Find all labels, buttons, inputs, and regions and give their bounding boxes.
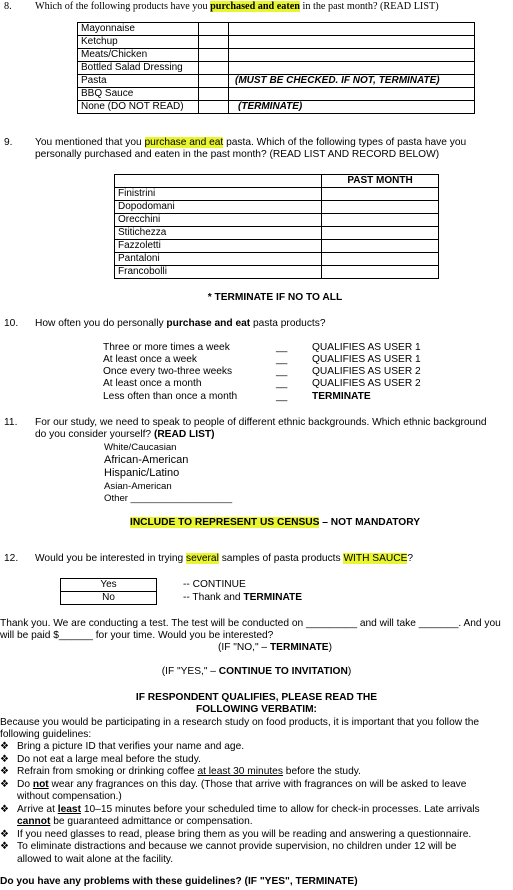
- no-option[interactable]: No: [61, 592, 157, 605]
- check-cell[interactable]: [199, 62, 229, 75]
- check-cell[interactable]: [199, 36, 229, 49]
- q9-pasta-table: [114, 174, 439, 279]
- record-cell[interactable]: [322, 214, 439, 227]
- diamond-bullet-icon: ❖: [0, 778, 9, 790]
- ethnicity-option[interactable]: Hispanic/Latino: [104, 467, 180, 479]
- table-row: Mayonnaise: [78, 23, 475, 36]
- table-row: Stitichezza: [115, 227, 439, 240]
- check-cell[interactable]: [199, 101, 229, 114]
- q10-option: Less often than once a month: [103, 391, 238, 402]
- record-cell[interactable]: [322, 201, 439, 214]
- q8-product-table: [77, 22, 475, 114]
- list-item: ❖ Bring a picture ID that verifies your name and age.: [0, 741, 245, 752]
- no-result: -- Thank and TERMINATE: [183, 592, 303, 603]
- yes-option[interactable]: Yes: [61, 579, 157, 592]
- q10-question: 10. How often you do personally purchase and eat pasta products?: [4, 318, 326, 329]
- diamond-bullet-icon: ❖: [0, 753, 9, 765]
- table-row: Orecchini: [115, 214, 439, 227]
- diamond-bullet-icon: ❖: [0, 741, 9, 752]
- ethnicity-option[interactable]: Other ___________________: [104, 493, 233, 504]
- test-invitation: Thank you. We are conducting a test. The test will be conducted on _________ and will take _______. And you will be paid $______ for your time. Would you be interested?: [0, 618, 501, 642]
- q10-blank[interactable]: __: [276, 342, 288, 353]
- diamond-bullet-icon: ❖: [0, 766, 9, 777]
- q10-blank[interactable]: __: [276, 391, 288, 402]
- table-row: Finistrini: [115, 188, 439, 201]
- past-month-header: PAST MONTH: [322, 175, 439, 188]
- q10-result: QUALIFIES AS USER 1: [312, 342, 421, 353]
- list-item: ❖ To eliminate distractions and because we cannot provide supervision, no children under 12 will be allowed to wait alone at the facility.: [0, 841, 457, 865]
- diamond-bullet-icon: ❖: [0, 828, 9, 840]
- record-cell[interactable]: [322, 188, 439, 201]
- table-row: Meats/Chicken: [78, 49, 475, 62]
- q10-result: QUALIFIES AS USER 2: [312, 378, 421, 389]
- table-row: Bottled Salad Dressing: [78, 62, 475, 75]
- final-question: Do you have any problems with these guidelines? (IF "YES", TERMINATE): [0, 876, 358, 887]
- q10-option: At least once a month: [103, 378, 202, 389]
- guidelines-list: [0, 741, 513, 866]
- q10-result: QUALIFIES AS USER 2: [312, 366, 421, 377]
- q9-number: 9.: [4, 137, 13, 148]
- guidelines-intro: Because you would be participating in a research study on food products, it is important that you follow the following guidelines:: [0, 717, 480, 741]
- q12-number: 12.: [4, 553, 19, 564]
- q10-option: At least once a week: [103, 354, 198, 365]
- table-row: Pasta (MUST BE CHECKED. IF NOT, TERMINATE): [78, 75, 475, 88]
- check-cell[interactable]: [199, 88, 229, 101]
- table-row: Pantaloni: [115, 253, 439, 266]
- list-item: ❖ Do not wear any fragrances on this day. (Those that arrive with fragrances on will be asked to leave without compensation.): [0, 778, 467, 802]
- q8-number: 8.: [4, 1, 12, 12]
- q10-result: TERMINATE: [312, 391, 371, 402]
- q10-result: QUALIFIES AS USER 1: [312, 354, 421, 365]
- verbatim-heading: IF RESPONDENT QUALIFIES, PLEASE READ THE FOLLOWING VERBATIM:: [135, 692, 378, 716]
- ethnicity-option[interactable]: Asian-American: [104, 481, 172, 492]
- q12-question: 12. Would you be interested in trying several samples of pasta products WITH SAUCE?: [4, 553, 414, 564]
- record-cell[interactable]: [322, 253, 439, 266]
- table-row: Dopodomani: [115, 201, 439, 214]
- yes-result: -- CONTINUE: [183, 579, 246, 590]
- q9-question: 9. You mentioned that you purchase and eat pasta. Which of the following types of pasta have you personally purchased and eaten in the past month? (READ LIST AND RECORD BELOW): [4, 137, 467, 161]
- check-cell[interactable]: [199, 23, 229, 36]
- census-note: INCLUDE TO REPRESENT US CENSUS – NOT MANDATORY: [129, 517, 420, 528]
- table-row: BBQ Sauce: [78, 88, 475, 101]
- record-cell[interactable]: [322, 227, 439, 240]
- yes-instruction: (IF "YES," – CONTINUE TO INVITATION): [161, 666, 352, 677]
- q8-question: 8. Which of the following products have you purchased and eaten in the past month? (READ LIST): [4, 1, 439, 12]
- q10-option: Once every two-three weeks: [103, 366, 233, 377]
- q10-blank[interactable]: __: [276, 366, 288, 377]
- q11-question: 11. For our study, we need to speak to people of different ethnic backgrounds. Which ethnic background do you consider yourself? (READ LIST): [4, 417, 487, 441]
- q10-number: 10.: [4, 318, 19, 329]
- ethnicity-option[interactable]: White/Caucasian: [104, 442, 177, 453]
- table-header-row: [115, 175, 439, 188]
- no-instruction: (IF "NO," – TERMINATE): [217, 642, 333, 653]
- diamond-bullet-icon: ❖: [0, 803, 9, 815]
- q9-terminate-note: * TERMINATE IF NO TO ALL: [207, 292, 343, 303]
- list-item: ❖ Do not eat a large meal before the study.: [0, 753, 201, 765]
- table-row: Francobolli: [115, 266, 439, 279]
- table-row: None (DO NOT READ) (TERMINATE): [78, 101, 475, 114]
- check-cell[interactable]: [199, 49, 229, 62]
- q10-blank[interactable]: __: [276, 378, 288, 389]
- record-cell[interactable]: [322, 266, 439, 279]
- q12-answer-box: [60, 578, 157, 605]
- check-cell[interactable]: [199, 75, 229, 88]
- q10-blank[interactable]: __: [276, 354, 288, 365]
- ethnicity-option[interactable]: African-American: [104, 454, 189, 466]
- record-cell[interactable]: [322, 240, 439, 253]
- diamond-bullet-icon: ❖: [0, 841, 9, 852]
- table-row: Fazzoletti: [115, 240, 439, 253]
- q11-number: 11.: [4, 417, 18, 428]
- table-row: Ketchup: [78, 36, 475, 49]
- list-item: ❖ Arrive at least 10–15 minutes before your scheduled time to allow for check-in processes. Late arrivals cannot be guaranteed admittance or compensation.: [0, 803, 480, 827]
- list-item: ❖ Refrain from smoking or drinking coffee at least 30 minutes before the study.: [0, 766, 361, 777]
- list-item: ❖ If you need glasses to read, please bring them as you will be reading and answering a questionnaire.: [0, 828, 472, 840]
- q10-option: Three or more times a week: [103, 342, 230, 353]
